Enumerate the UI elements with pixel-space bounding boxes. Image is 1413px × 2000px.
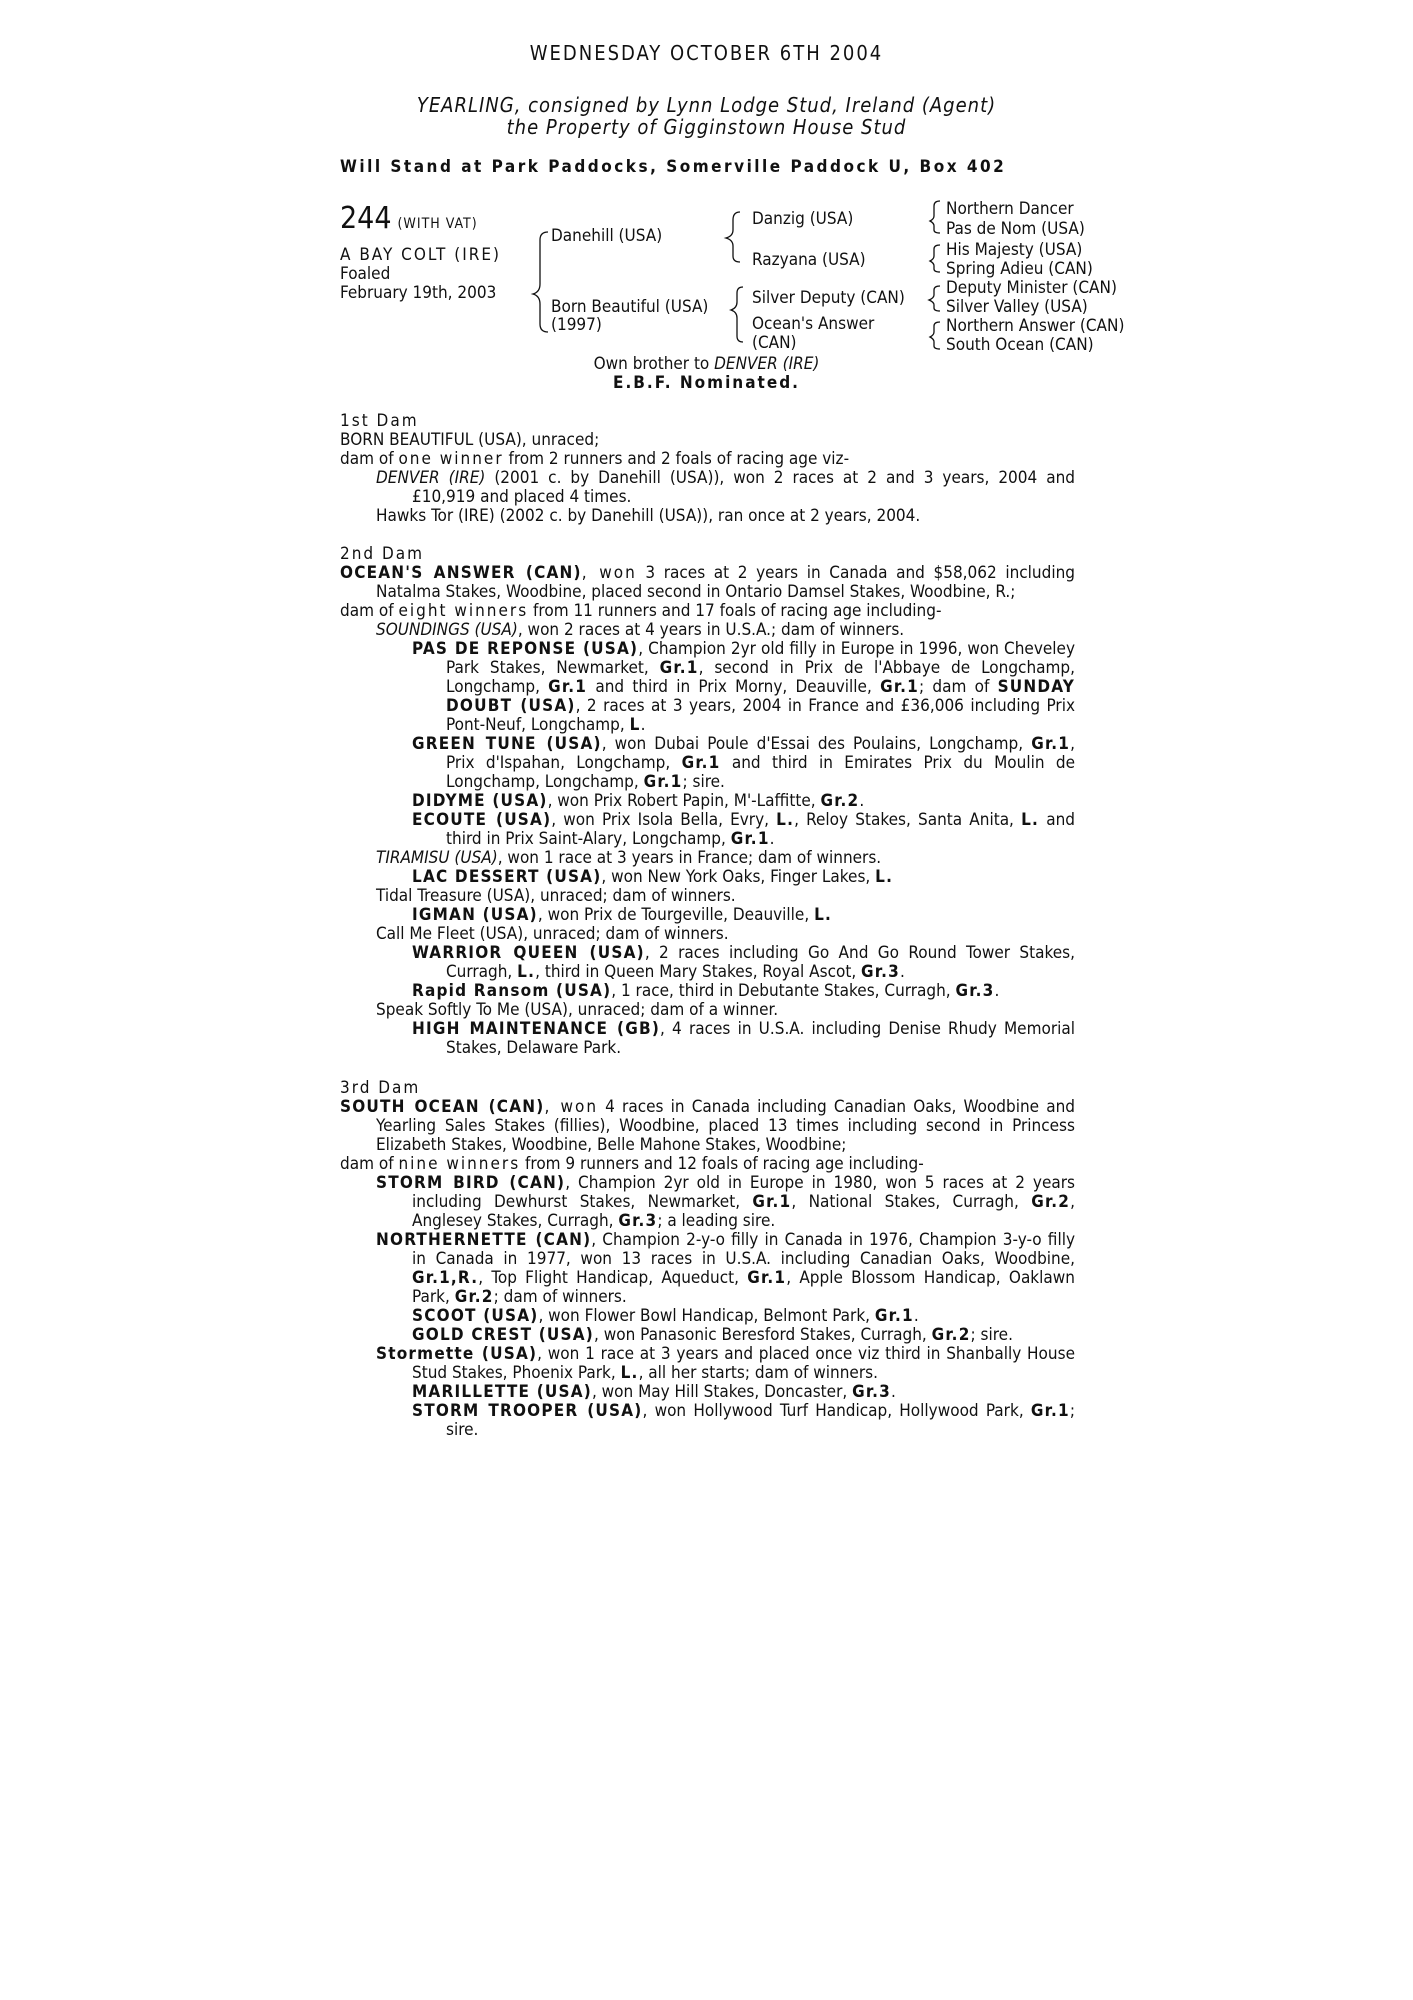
text: , 2 races at 3 years, 2004 in France and £36,006 including Prix Pont-Neuf, Longchamp, [446, 696, 1076, 735]
produce-entry [340, 944, 1075, 982]
text: ; sire. [970, 1325, 1013, 1345]
text: , won 1 race at 3 years in France; dam of winners. [497, 848, 882, 868]
text: , Champion 2yr old filly in Europe in 1996, won Cheveley Park Stakes, Newmarket, [446, 639, 1076, 678]
text: , won 1 race at 3 years and placed once viz third in Shanbally House Stud Stakes, Phoenix Park, [412, 1344, 1075, 1383]
produce-entry [340, 811, 1075, 849]
brother-prefix: Own brother to [593, 354, 715, 374]
text: , 2 races including Go And Go Round Tower Stakes, Curragh, [446, 943, 1075, 982]
produce-name: ECOUTE (USA) [412, 810, 552, 830]
dam-dam: Ocean's Answer [752, 314, 875, 334]
dam-sire: Silver Deputy (CAN) [752, 288, 905, 308]
text: . [640, 715, 646, 735]
sire-sire-dam: Pas de Nom (USA) [946, 219, 1085, 239]
vat-note: (WITH VAT) [397, 216, 478, 232]
produce-name: SOUNDINGS (USA) [376, 620, 518, 640]
produce-entry [340, 792, 1075, 811]
sire-dam-sire: His Majesty (USA) [946, 240, 1083, 260]
produce-entry [340, 1345, 1075, 1383]
brother-note [0, 355, 1413, 374]
stabling-location: Will Stand at Park Paddocks, Somerville Paddock U, Box 402 [340, 157, 1007, 177]
dam-sire-sire: Deputy Minister (CAN) [946, 278, 1117, 298]
winners-count: one winner [398, 449, 504, 469]
winners-count: eight winners [398, 601, 529, 621]
produce-entry [340, 735, 1075, 792]
produce-entry: Speak Softly To Me (USA), unraced; dam of a winner. [376, 1000, 779, 1020]
property-line: the Property of Gigginstown House Stud [506, 115, 907, 139]
dam-name: SOUTH OCEAN (CAN) [340, 1097, 545, 1117]
third-dam-heading: 3rd Dam [340, 1078, 421, 1098]
produce-entry [340, 621, 1075, 640]
text: ; dam of winners. [493, 1287, 627, 1307]
text: , Champion 2yr old in Europe in 1980, won 5 races at 2 years including Dewhurst Stakes, Newmarket, [412, 1173, 1076, 1212]
produce-name: STORM TROOPER (USA) [412, 1401, 643, 1421]
produce-entry [340, 849, 1075, 868]
ebf-note: E.B.F. Nominated. [613, 373, 800, 393]
text: ; a leading sire. [657, 1211, 776, 1231]
brace-oceansanswer [930, 322, 940, 349]
produce-name: PAS DE REPONSE (USA) [412, 639, 639, 659]
third-dam-record [340, 1098, 1075, 1155]
grade: Gr.1 [659, 658, 699, 678]
grade: Gr.1 [643, 772, 683, 792]
grade: Gr.3 [955, 981, 995, 1001]
text: dam of [340, 1154, 399, 1174]
text: , Apple Blossom Handicap, Oaklawn Park, [412, 1268, 1075, 1307]
text: , won New York Oaks, Finger Lakes, [601, 867, 876, 887]
text: , second in Prix de l'Abbaye de Longchamp, Longchamp, [446, 658, 1075, 697]
text: . [859, 791, 865, 811]
grade: Gr.1 [548, 677, 588, 697]
produce-entry: Hawks Tor (IRE) (2002 c. by Danehill (USA)), ran once at 2 years, 2004. [376, 506, 921, 526]
text: , won Hollywood Turf Handicap, Hollywood Park, [642, 1401, 1031, 1421]
second-dam-produce-summary [340, 602, 1075, 621]
grade: Gr.3 [861, 962, 900, 982]
brace-silverdeputy [929, 286, 940, 311]
text: . [769, 829, 775, 849]
produce-name: MARILLETTE (USA) [412, 1382, 592, 1402]
grade: Gr.2 [454, 1287, 494, 1307]
grade: Gr.1 [681, 753, 721, 773]
text: , won Prix de Tourgeville, Deauville, [537, 905, 815, 925]
produce-name: Rapid Ransom (USA) [412, 981, 612, 1001]
text: , won 2 races at 4 years in U.S.A.; dam of winners. [517, 620, 905, 640]
text: , Top Flight Handicap, Aqueduct, [478, 1268, 748, 1288]
text: 4 races in Canada including Canadian Oaks, Woodbine and Yearling Sales Stakes (fillies), Woodbine, placed 13 times including second in Princess Elizabeth Stakes, Woodbine, Belle Mahone Stakes, Woodbine; [376, 1097, 1076, 1155]
text: , National Stakes, Curragh, [791, 1192, 1032, 1212]
produce-entry [340, 640, 1075, 735]
text: from 2 runners and 2 foals of racing age viz- [503, 449, 850, 469]
text: dam of [340, 449, 399, 469]
text: , Champion 2-y-o filly in Canada in 1976, Champion 3-y-o filly in Canada in 1977, won 13 races in U.S.A. including Canadian Oaks, Woodbine, [412, 1230, 1075, 1269]
text: , third in Queen Mary Stakes, Royal Ascot, [535, 962, 862, 982]
text: from 9 runners and 12 foals of racing age including- [520, 1154, 924, 1174]
winners-count: nine winners [398, 1154, 521, 1174]
dam-dam-sire: Northern Answer (CAN) [946, 316, 1125, 336]
produce-entry: Tidal Treasure (USA), unraced; dam of winners. [376, 886, 736, 906]
grade: Gr.1 [730, 829, 770, 849]
produce-name: TIRAMISU (USA) [376, 848, 498, 868]
produce-entry [340, 469, 1075, 507]
text: , all her starts; dam of winners. [638, 1363, 878, 1383]
text: , Reloy Stakes, Santa Anita, [794, 810, 1022, 830]
first-dam-produce-summary [340, 450, 1075, 469]
produce-name: SUNDAY DOUBT (USA) [446, 677, 1075, 716]
produce-name: NORTHERNETTE (CAN) [376, 1230, 592, 1250]
grade: L. [517, 962, 536, 982]
grade: Gr.2 [820, 791, 860, 811]
text: 3 races at 2 years in Canada and $58,062 including Natalma Stakes, Woodbine, placed second in Ontario Damsel Stakes, Woodbine, R.; [376, 563, 1075, 602]
second-dam-record [340, 564, 1075, 602]
grade: Gr.2 [1031, 1192, 1071, 1212]
produce-entry [340, 868, 1075, 887]
grade: L. [620, 1363, 639, 1383]
produce-entry [340, 1307, 1075, 1326]
dam-sire-dam: Silver Valley (USA) [946, 297, 1088, 317]
first-dam-line: BORN BEAUTIFUL (USA), unraced; [340, 430, 600, 450]
brother-name: DENVER (IRE) [714, 354, 820, 374]
second-dam-heading: 2nd Dam [340, 544, 425, 564]
produce-entry [340, 1231, 1075, 1307]
text: and third in Prix Morny, Deauville, [587, 677, 881, 697]
dam-name: OCEAN'S ANSWER (CAN) [340, 563, 582, 583]
text: . [994, 981, 1000, 1001]
text: , 4 races in U.S.A. including Denise Rhudy Memorial Stakes, Delaware Park. [446, 1019, 1075, 1058]
produce-name: GREEN TUNE (USA) [412, 734, 602, 754]
text: , Anglesey Stakes, Curragh, [412, 1192, 1075, 1231]
third-dam-produce-summary [340, 1155, 1075, 1174]
sire-sire: Danzig (USA) [752, 209, 854, 229]
first-dam-heading: 1st Dam [340, 411, 419, 431]
brace-danzig [930, 201, 940, 233]
text: , won Flower Bowl Handicap, Belmont Park, [538, 1306, 875, 1326]
grade: Gr.1 [752, 1192, 792, 1212]
brace-gen1 [533, 232, 548, 332]
grade: Gr.1 [880, 677, 919, 697]
produce-entry [340, 906, 1075, 925]
grade: Gr.1 [874, 1306, 914, 1326]
produce-name: SCOOT (USA) [412, 1306, 539, 1326]
produce-entry: Call Me Fleet (USA), unraced; dam of winners. [376, 924, 729, 944]
sire: Danehill (USA) [551, 226, 663, 246]
brace-dam [731, 287, 743, 342]
text: , won Prix Isola Bella, Evry, [551, 810, 777, 830]
dam: Born Beautiful (USA) [551, 297, 709, 317]
produce-name: WARRIOR QUEEN (USA) [412, 943, 645, 963]
grade: L. [814, 905, 833, 925]
produce-entry [340, 1326, 1075, 1345]
grade: Gr.1 [747, 1268, 787, 1288]
produce-entry [340, 1020, 1075, 1058]
third-dam-section [340, 1079, 1075, 1440]
produce-name: DIDYME (USA) [412, 791, 548, 811]
text: . [899, 962, 905, 982]
text: dam of [340, 601, 399, 621]
grade: Gr.3 [852, 1382, 892, 1402]
produce-name: GOLD CREST (USA) [412, 1325, 594, 1345]
produce-name: LAC DESSERT (USA) [412, 867, 602, 887]
produce-name: HIGH MAINTENANCE (GB) [412, 1019, 661, 1039]
consignor-line: YEARLING, consigned by Lynn Lodge Stud, Ireland (Agent) [416, 93, 997, 117]
foaled-date: February 19th, 2003 [340, 283, 497, 303]
produce-entry [340, 982, 1075, 1001]
text: , 1 race, third in Debutante Stakes, Curragh, [611, 981, 956, 1001]
text: , won Prix Robert Papin, M'-Laffitte, [547, 791, 821, 811]
grade: Gr.2 [931, 1325, 971, 1345]
text: and third in Prix Saint-Alary, Longchamp, [446, 810, 1076, 849]
text: ; sire. [682, 772, 725, 792]
text: , won May Hill Stakes, Doncaster, [591, 1382, 853, 1402]
second-dam-section [340, 545, 1075, 1058]
grade: L. [875, 867, 894, 887]
produce-entry [340, 1402, 1075, 1440]
sire-sire-sire: Northern Dancer [946, 199, 1074, 219]
produce-name: Stormette (USA) [376, 1344, 538, 1364]
text: , won [581, 563, 637, 583]
dam-year: (1997) [551, 315, 602, 335]
sire-dam: Razyana (USA) [752, 250, 866, 270]
produce-record: (2001 c. by Danehill (USA)), won 2 races at 2 and 3 years, 2004 and £10,919 and placed 4 times. [412, 468, 1075, 507]
produce-entry [340, 1383, 1075, 1402]
horse-name: A BAY COLT (IRE) [340, 245, 501, 265]
lot-number-value: 244 [340, 201, 392, 236]
grade: Gr.1,R. [412, 1268, 479, 1288]
text: and third in Emirates Prix du Moulin de Longchamp, Longchamp, [446, 753, 1076, 792]
produce-name: DENVER (IRE) [376, 468, 486, 488]
grade: Gr.1 [1030, 1401, 1070, 1421]
brace-sire [726, 212, 740, 262]
text: . [891, 1382, 896, 1402]
first-dam-section [340, 412, 1075, 526]
sale-date: WEDNESDAY OCTOBER 6TH 2004 [529, 41, 884, 65]
text: ; dam of [919, 677, 998, 697]
brace-razyana [930, 245, 940, 272]
sire-dam-dam: Spring Adieu (CAN) [946, 259, 1093, 279]
grade: L [629, 715, 641, 735]
produce-name: STORM BIRD (CAN) [376, 1173, 566, 1193]
dam-dam-country: (CAN) [752, 333, 797, 353]
produce-name: IGMAN (USA) [412, 905, 538, 925]
produce-entry [340, 1174, 1075, 1231]
grade: L. [1021, 810, 1040, 830]
grade: Gr.3 [618, 1211, 658, 1231]
foaled-label: Foaled [340, 264, 391, 284]
text: , won Dubai Poule d'Essai des Poulains, Longchamp, [601, 734, 1032, 754]
text: ; sire. [446, 1401, 1075, 1440]
text: , Prix d'Ispahan, Longchamp, [446, 734, 1075, 773]
text: , won Panasonic Beresford Stakes, Curragh, [594, 1325, 932, 1345]
dam-dam-dam: South Ocean (CAN) [946, 335, 1094, 355]
text: . [913, 1306, 919, 1326]
text: , won [544, 1097, 599, 1117]
grade: Gr.1 [1031, 734, 1071, 754]
text: from 11 runners and 17 foals of racing age including- [528, 601, 942, 621]
pedigree-brackets [0, 0, 1413, 380]
grade: L. [776, 810, 795, 830]
